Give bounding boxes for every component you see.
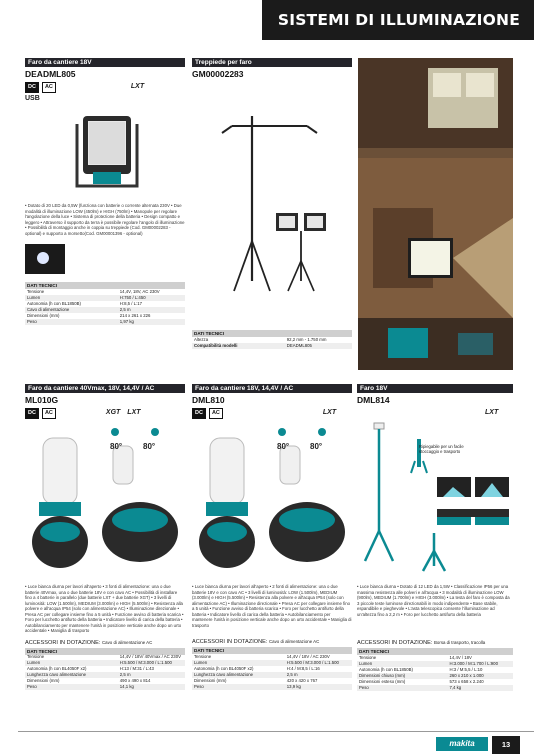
spec-value: 92,2 mm - 1.750 mm (286, 336, 327, 342)
fold-caption: Ripiegabile per un facile stoccaggio e trasporto (419, 444, 464, 454)
spec-label: Autonomia (h con BL4050F x2) (27, 666, 87, 672)
accessories (192, 639, 352, 645)
power-icons (357, 408, 513, 419)
product-description: • Dotato di 20 LED da 0,5W (funziona con batterie o corrente alternata 230V • Due modalità di illuminazione LOW (450lm) e HIGH (750lm) • Manopole per regolare l'angolazione della luce • Sistema di protezione della batteria • Design compatto e leggero • Attraverso il supporto da terra è possibile regolare l'angolo di illuminazione • Possibilità di montaggio anche in coppia su treppiede (Cod. GM00002283 - optional) e supporto a morsetto(Cod. GM00001396 - optional) (25, 203, 185, 236)
table-row (192, 343, 352, 349)
beam-angle-left: 80° (277, 442, 290, 451)
spec-value: 2,5 m (118, 672, 185, 678)
product-dml814 (357, 384, 513, 691)
spec-value: H:13 / M:31 / L:43 (119, 666, 154, 672)
modes-title: 2 modalità di illuminazione (443, 528, 503, 533)
spec-value: 2,5 m (118, 307, 185, 313)
spec-value: 490 x 490 x 814 (119, 678, 151, 684)
tech-data-table (25, 282, 185, 325)
spec-label: Peso (25, 684, 118, 690)
table-row (25, 319, 185, 325)
spec-label: Dimensioni esteso (mm) (359, 678, 406, 684)
product-category-bar: Faro da cantiere 40Vmax, 18V, 14,4V / AC (25, 384, 185, 393)
spec-label: Dimensioni (mm) (27, 312, 60, 318)
deadml805-image (25, 104, 185, 194)
product-code: DML814 (357, 395, 390, 405)
tech-data-table (192, 647, 352, 690)
spec-label: Dimensioni (mm) (27, 678, 60, 684)
tripod-image (192, 81, 352, 296)
product-description: • Luce bianca diurna per lavori all'aperto • 2 fonti di alimentazione: una o due batterie 18V e con cavo AC • 3 livelli di luminosità: LOW (1.500lm), MEDIUM (3.000lm) e HIGH (5.500lm) • Resistenza alla polvere e all'acqua IP54 (solo con alimentazione AC) • Illuminazione direzionale • Presa AC per collegare insieme fino a 5 unità • Funzione avviso di batteria scarica • Foro per lucchetto antifurto della batteria • Indicatore livello di carica della batteria • Autobilanciamento per mantenere l'unità in posizione verticale anche dopo un urto accidentale • Maniglia di trasporto (192, 584, 352, 628)
spec-value: H:3 / M:5,5 / L:10 (449, 666, 483, 672)
dc-icon: DC (192, 408, 206, 419)
page-number: 13 (492, 736, 520, 754)
power-icons (25, 82, 185, 93)
lxt-logo: LXT (322, 409, 337, 416)
accessories-note: Cavo di alimentazione AC (101, 639, 153, 645)
product-code: DML810 (192, 395, 225, 405)
product-category-bar: Faro da cantiere 18V, 14,4V / AC (192, 384, 352, 393)
spec-label: Lumen (192, 660, 285, 666)
spec-label: Lunghezza cavo alimentazione (25, 672, 118, 678)
mode-spot: Spot (449, 536, 459, 541)
spec-label: Altezza (194, 336, 209, 342)
accessories (357, 640, 513, 646)
table-row (25, 684, 185, 690)
accessories-note: Cavo di alimentazione AC (268, 639, 320, 644)
ml010g-image (25, 422, 185, 577)
tech-data-table (357, 648, 513, 691)
spec-label: Dimensioni chiuso (mm) (357, 673, 447, 679)
lxt-logo: LXT (127, 409, 141, 416)
product-code: DEADML805 (25, 69, 76, 79)
spec-value: H:3.000 / M:1.700 / L:900 (447, 661, 513, 667)
product-code: ML010G (25, 395, 59, 405)
dml810-image (192, 422, 352, 577)
lxt-logo: LXT (485, 409, 499, 416)
spec-label: Tensione (27, 288, 45, 294)
tech-data-table (192, 330, 352, 349)
spec-label: Compatibilità modelli (192, 343, 285, 349)
product-ml010g (25, 384, 185, 690)
accessories-title: ACCESSORI IN DOTAZIONE: (192, 639, 268, 645)
spec-label: Cavo di alimentazione (25, 307, 118, 313)
spec-value: 14,4V / 18V / AC 230V (286, 653, 330, 659)
accessories-title: ACCESSORI IN DOTAZIONE: (357, 640, 433, 646)
product-description: • Luce bianca diurna per lavori all'aperto • 3 fonti di alimentazione: una o due batterie 40Vmax, una o due batterie 18V e con cavo AC • Possibilità di installare fino a 4 batterie in parallelo (due batterie LXT + due batterie XGT) • 3 livelli di luminosità: LOW (1.500lm), MEDIUM (3.000lm) e HIGH (5.500lm) • Resistenza alla polvere e all'acqua IP54 (solo con alimentazione AC) • Illuminazione direzionale • Presa AC per collegare insieme fino a 5 unità • Funzione avviso di batteria scarica • Foro per lucchetto antifurto della batteria • Indicatore livello di carica della batteria • Autobilanciamento per mantenere l'unità in posizione verticale anche dopo un urto accidentale • Maniglia di trasporto (25, 584, 184, 633)
spec-label: Lunghezza cavo alimentazione (192, 672, 285, 678)
product-code: GM00002283 (192, 69, 244, 79)
workshop-photo (358, 58, 513, 370)
spec-value: 420 x 420 x 767 (286, 677, 318, 683)
spec-value: H:8,5 / L:17 (119, 300, 143, 306)
spec-value: 14,4V / 18V/ 40Vmax / AC 230V (119, 654, 181, 660)
page-header-banner (262, 0, 534, 40)
table-row (192, 684, 352, 690)
page-title: SISTEMI DI ILLUMINAZIONE (277, 11, 520, 29)
spec-label: Peso (357, 685, 447, 691)
spec-value: 13,9 kg (285, 684, 352, 690)
spec-value: 573 x 658 x 2.240 (449, 678, 484, 684)
mode-area: Area (487, 536, 497, 541)
spec-value: 14,1 kg (118, 684, 185, 690)
tech-data-title: DATI TECNICI (25, 282, 185, 289)
beam-angle-right: 80° (143, 442, 156, 451)
spec-value: H:5.500 / M:3.000 / L:1.500 (285, 660, 352, 666)
product-deadml805 (25, 58, 185, 325)
usb-icon: USB (25, 95, 40, 102)
spec-label: Autonomia (h con BL1850B) (359, 666, 413, 672)
footer-divider (18, 731, 534, 732)
beam-angle-left: 80° (110, 442, 123, 451)
product-category-bar: Faro 18V (357, 384, 513, 393)
spec-label: Peso (192, 684, 285, 690)
lxt-logo: LXT (130, 83, 145, 90)
spec-value: 14,4V / 18V (449, 654, 472, 660)
accessories-note: Borsa di trasporto, tracolla (433, 640, 486, 645)
product-gm00002283 (192, 58, 352, 349)
beam-angle-right: 80° (310, 442, 323, 451)
spec-label: Autonomia (h con BL1850B) (27, 300, 81, 306)
makita-logo: makita (436, 737, 488, 751)
ac-icon: AC (42, 408, 56, 419)
spec-value: 214 x 261 x 226 (119, 312, 151, 318)
ac-icon: AC (42, 82, 56, 93)
spec-label: Tensione (27, 654, 45, 660)
tech-data-title: DATI TECNICI (192, 330, 352, 337)
spec-value: H:4 / M:8,5 / L:16 (286, 665, 320, 671)
spec-label: Dimensioni (mm) (194, 677, 227, 683)
ac-icon: AC (209, 408, 223, 419)
accessories (25, 640, 185, 646)
spec-label: Autonomia (h con BL4050F x2) (194, 665, 254, 671)
spec-value: 7,4 kg (447, 685, 513, 691)
tech-data-title: DATI TECNICI (25, 648, 185, 655)
spec-label: Lumen (25, 295, 118, 301)
tech-data-table (25, 648, 185, 691)
spec-label: Lumen (357, 661, 447, 667)
usage-thumbnail (25, 244, 65, 274)
page-footer (0, 727, 534, 755)
product-dml810 (192, 384, 352, 690)
spec-value: H:5.500 / M:3.000 / L:1.500 (118, 660, 185, 666)
spec-value: DEADML805 (285, 343, 352, 349)
spec-value: H:750 / L:450 (118, 295, 185, 301)
xgt-logo: XGT (105, 409, 121, 416)
power-icons (25, 408, 185, 419)
accessories-title: ACCESSORI IN DOTAZIONE: (25, 639, 101, 646)
spec-value: 2,5 m (285, 672, 352, 678)
dc-icon: DC (25, 82, 39, 93)
spec-value: 260 x 210 x 1.000 (447, 673, 513, 679)
product-category-bar: Faro da cantiere 18V (25, 58, 185, 67)
table-row (357, 685, 513, 691)
power-icons (192, 408, 352, 419)
spec-label: Lumen (25, 660, 118, 666)
tech-data-title: DATI TECNICI (192, 647, 352, 654)
spec-label: Tensione (194, 653, 212, 659)
dc-icon: DC (25, 408, 39, 419)
spec-value: 14,4V, 18V, AC 230V (119, 288, 160, 294)
product-category-bar: Treppiede per faro (192, 58, 352, 67)
spec-label: Tensione (359, 654, 377, 660)
spec-label: Peso (25, 319, 118, 325)
spec-value: 1,97 kg (118, 319, 185, 325)
product-description: • Luce bianca diurna • Dotato di 12 LED da 1,5W • Classificazione IP56 per una massima resistenza alle polveri e all'acqua • 3 modalità di illuminazione LOW (900lm), MEDIUM (1.700lm) e HIGH (3.000lm) • La testa del faro è composta da 3 piccole teste luminose direzionabili in modo indipendente • Base stabile, espandibile e pieghevole • L'asta telescopica consente l'illuminazione ad un'altezza fino a 2,2 m • Foro per lucchetto antifurto della batteria (357, 584, 510, 617)
tech-data-title: DATI TECNICI (357, 648, 513, 655)
